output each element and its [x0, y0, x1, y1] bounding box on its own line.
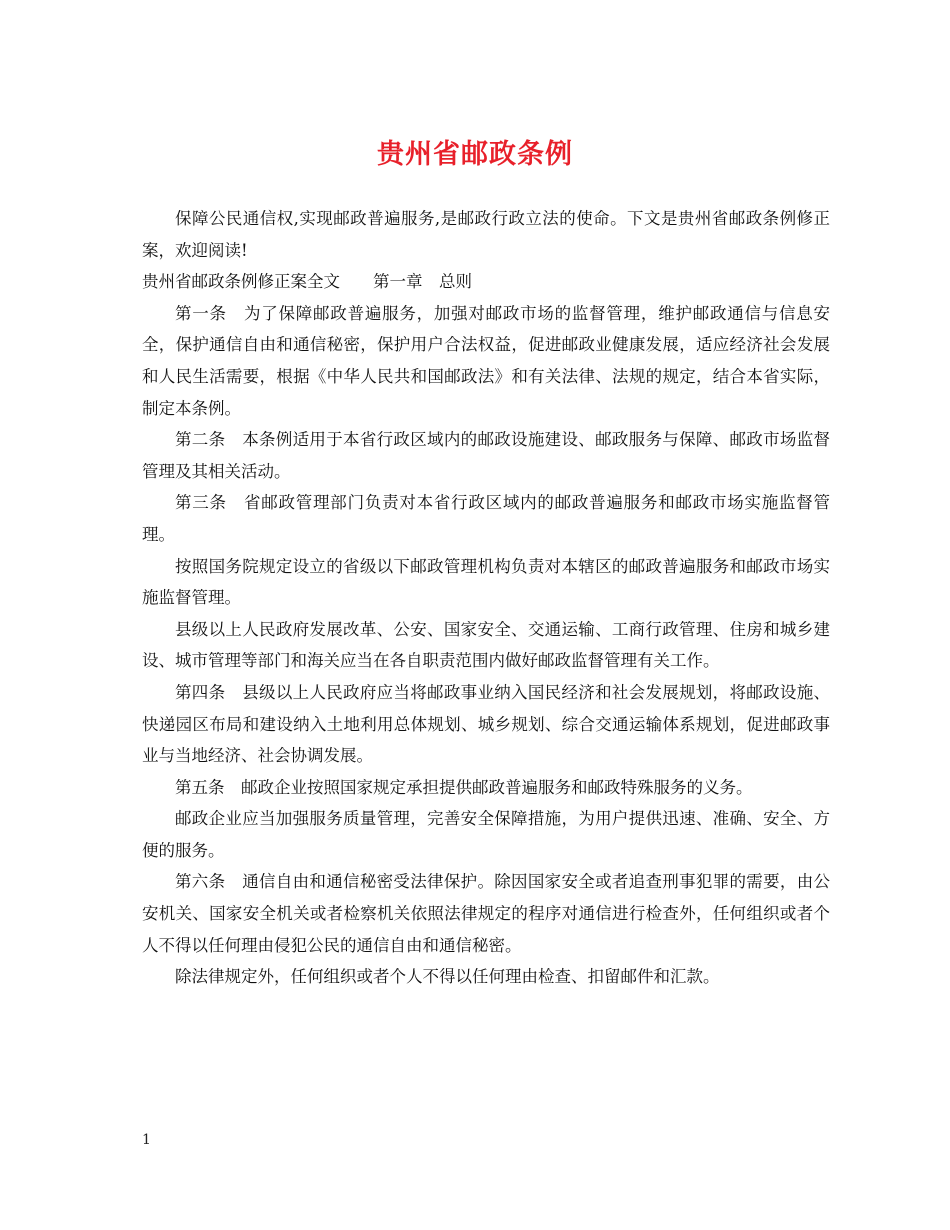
paragraph-article-3: 第三条 省邮政管理部门负责对本省行政区域内的邮政普遍服务和邮政市场实施监督管理。	[142, 493, 830, 544]
paragraph-article-4: 第四条 县级以上人民政府应当将邮政事业纳入国民经济和社会发展规划，将邮政设施、快递园区布局和建设纳入土地利用总体规划、城乡规划、综合交通运输体系规划，促进邮政事业与当地经济、社会协调发展。	[142, 682, 830, 766]
paragraph-article-6: 第六条 通信自由和通信秘密受法律保护。除因国家安全或者追查刑事犯罪的需要，由公安机关、国家安全机关或者检察机关依照法律规定的程序对通信进行检查外，任何组织或者个人不得以任何理由侵犯公民的通信自由和通信秘密。	[142, 872, 830, 955]
document-title: 贵州省邮政条例	[377, 139, 573, 170]
document-body	[142, 203, 830, 993]
paragraph-article-6-sub-1: 除法律规定外，任何组织或者个人不得以任何理由检查、扣留邮件和汇款。	[175, 967, 720, 987]
paragraph-article-2: 第二条 本条例适用于本省行政区域内的邮政设施建设、邮政服务与保障、邮政市场监督管理及其相关活动。	[142, 430, 830, 481]
paragraph-article-1: 第一条 为了保障邮政普遍服务，加强对邮政市场的监督管理，维护邮政通信与信息安全，保护通信自由和通信秘密，保护用户合法权益，促进邮政业健康发展，适应经济社会发展和人民生活需要，根据《中华人民共和国邮政法》和有关法律、法规的规定，结合本省实际，制定本条例。	[142, 303, 830, 418]
paragraph-article-5: 第五条 邮政企业按照国家规定承担提供邮政普遍服务和邮政特殊服务的义务。	[175, 777, 753, 797]
paragraph-chapter-heading: 贵州省邮政条例修正案全文 第一章 总则	[142, 272, 472, 292]
paragraph-intro: 保障公民通信权,实现邮政普遍服务,是邮政行政立法的使命。下文是贵州省邮政条例修正案，欢迎阅读!	[142, 209, 830, 260]
paragraph-article-5-sub-1: 邮政企业应当加强服务质量管理，完善安全保障措施，为用户提供迅速、准确、安全、方便的服务。	[142, 809, 830, 860]
paragraph-article-3-sub-2: 县级以上人民政府发展改革、公安、国家安全、交通运输、工商行政管理、住房和城乡建设、城市管理等部门和海关应当在各自职责范围内做好邮政监督管理有关工作。	[142, 619, 830, 671]
paragraph-article-3-sub-1: 按照国务院规定设立的省级以下邮政管理机构负责对本辖区的邮政普遍服务和邮政市场实施监督管理。	[142, 556, 830, 608]
page-number: 1	[142, 1132, 151, 1148]
